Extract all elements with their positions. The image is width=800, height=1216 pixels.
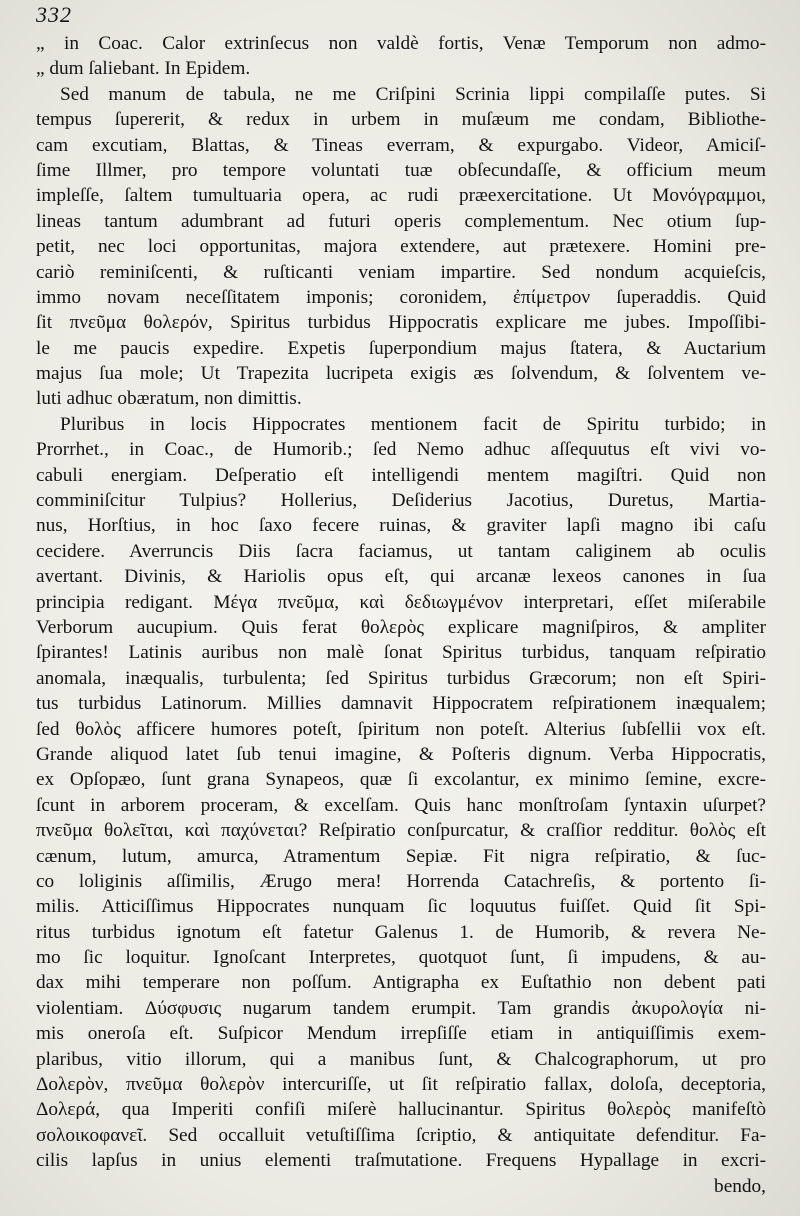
text-line: ſpirantes! Latinis auribus non malè ſonat Spiritus turbidus, tanquam reſpiratio <box>36 642 766 664</box>
text-line: petit, nec loci opportunitas, majora extendere, aut prætexere. Homini pre- <box>36 236 766 258</box>
text-line: ex Opſopæo, ſunt grana Synapeos, quæ ſi excolantur, ex minimo ſemine, excre- <box>36 769 766 791</box>
text-line: avertant. Divinis, & Hariolis opus eſt, qui arcanæ lexeos canones in ſua <box>36 566 766 588</box>
text-line: mis oneroſa eſt. Suſpicor Mendum irrepſiſſe etiam in antiquiſſimis exem- <box>36 1023 766 1045</box>
text-line: „ dum ſaliebant. In Epidem. <box>36 58 251 80</box>
text-line: Verborum aucupium. Quis ferat θολερὸς explicare magniſpiros, & ampliter <box>36 616 766 638</box>
paragraph <box>36 412 766 1199</box>
paragraph <box>36 82 766 412</box>
text-line: bendo, <box>714 1175 766 1197</box>
text-line: ſit πνεῦμα θολερόν, Spiritus turbidus Hippocratis explicare me jubes. Impoſſibi- <box>36 312 766 334</box>
text-line: ſcunt in arborem proceram, & excelſam. Quis hanc monſtroſam ſyntaxin uſurpet? <box>36 794 766 816</box>
text-line: Sed manum de tabula, ne me Criſpini Scrinia lippi compilaſſe putes. Si <box>60 83 766 105</box>
text-line: cænum, lutum, amurca, Atramentum Sepiæ. Fit nigra reſpiratio, & ſuc- <box>36 845 766 867</box>
text-line: tus turbidus Latinorum. Millies damnavit Hippocratem reſpirationem inæqualem; <box>36 693 766 715</box>
text-line: Pluribus in locis Hippocrates mentionem facit de Spiritu turbido; in <box>60 413 766 435</box>
text-line: nus, Horſtius, in hoc ſaxo fecere ruinas, & graviter lapſi magno ibi caſu <box>36 515 766 537</box>
page-number: 332 <box>36 2 72 27</box>
text-line: majus ſua mole; Ut Trapezita lucripeta exigis æs ſolvendum, & ſolventem ve- <box>36 363 766 385</box>
text-line: Grande aliquod latet ſub tenui imagine, & Poſteris dignum. Verba Hippocratis, <box>36 743 766 765</box>
text-line: cecidere. Averruncis Diis ſacra faciamus, ut tantam caliginem ab oculis <box>36 540 766 562</box>
text-line: milis. Atticiſſimus Hippocrates nunquam ſic loquutus fuiſſet. Quid ſit Spi- <box>36 896 766 918</box>
text-line: ſed θολὸς afficere humores poteſt, ſpiritum non poteſt. Alterius ſubſellii vox eſt. <box>36 718 766 740</box>
text-line: anomala, inæqualis, turbulenta; ſed Spiritus turbidus Græcorum; non eſt Spiri- <box>36 667 766 689</box>
text-line: le me paucis expedire. Expetis ſuperpondium majus ſtatera, & Auctarium <box>36 337 766 359</box>
text-line: principia redigant. Μέγα πνεῦμα, καὶ δεδιωγμένον interpretari, eſſet miſerabile <box>36 591 766 613</box>
text-line: tempus ſupererit, & redux in urbem in muſæum me condam, Bibliothe- <box>36 109 766 131</box>
text-line: impleſſe, ſaltem tumultuaria opera, ac rudi præexercitatione. Ut Μονόγραμμοι, <box>36 185 766 207</box>
text-line: dax mihi temperare non poſſum. Antigrapha ex Euſtathio non debent pati <box>36 972 766 994</box>
text-line: πνεῦμα θολεῖται, καὶ παχύνεται? Reſpiratio conſpurcatur, & craſſior redditur. θολὸς eſt <box>36 820 766 842</box>
body-text <box>36 31 766 1199</box>
text-line: ſime Illmer, pro tempore voluntati tuæ obſecundaſſe, & officium meum <box>36 159 766 181</box>
text-line: cabuli energiam. Deſperatio eſt intelligendi mentem magiſtri. Quid non <box>36 464 766 486</box>
text-line: Δολερά, qua Imperiti confiſi miſerè hallucinantur. Spiritus θολερὸς manifeſtò <box>36 1099 766 1121</box>
text-line: „ in Coac. Calor extrinſecus non valdè fortis, Venæ Temporum non admo- <box>36 33 766 54</box>
text-line: ritus turbidus ignotum eſt fatetur Galenus 1. de Humorib, & revera Ne- <box>36 921 766 943</box>
text-line: violentiam. Δύσφυσις nugarum tandem erumpit. Tam grandis ἀκυρολογία ni- <box>36 997 766 1019</box>
text-line: co loliginis aſſimilis, Ærugo mera! Horrenda Catachreſis, & portento ſi- <box>36 870 766 892</box>
text-line: σολοικοφανεῖ. Sed occalluit vetuſtiſſima ſcriptio, & antiquitate defenditur. Fa- <box>36 1124 766 1146</box>
text-line: cilis lapſus in unius elementi traſmutatione. Frequens Hypallage in excri- <box>36 1150 766 1172</box>
text-line: mo ſic loquitur. Ignoſcant Interpretes, quotquot ſunt, ſi impudens, & au- <box>36 947 766 969</box>
text-line: luti adhuc obæratum, non dimittis. <box>36 388 302 410</box>
paragraph <box>36 31 766 82</box>
text-line: Δολερὸν, πνεῦμα θολερὸν intercuriſſe, ut ſit reſpiratio fallax, doloſa, deceptoria, <box>36 1074 766 1096</box>
text-line: cam excutiam, Blattas, & Tineas everram, & expurgabo. Videor, Amiciſ- <box>36 134 766 156</box>
text-line: Prorrhet., in Coac., de Humorib.; ſed Nemo adhuc aſſequutus eſt vivi vo- <box>36 439 766 461</box>
text-line: immo novam neceſſitatem imponis; coronidem, ἐπίμετρον ſuperaddis. Quid <box>36 286 766 308</box>
text-line: comminiſcitur Tulpius? Hollerius, Deſiderius Jacotius, Duretus, Martia- <box>36 490 766 512</box>
text-line: cariò reminiſcenti, & ruſticanti veniam impartire. Sed nondum acquieſcis, <box>36 261 766 283</box>
text-line: plaribus, vitio illorum, qui a manibus ſunt, & Chalcographorum, ut pro <box>36 1048 766 1070</box>
text-line: lineas tantum adumbrant ad futuri operis complementum. Nec otium ſup- <box>36 210 766 232</box>
